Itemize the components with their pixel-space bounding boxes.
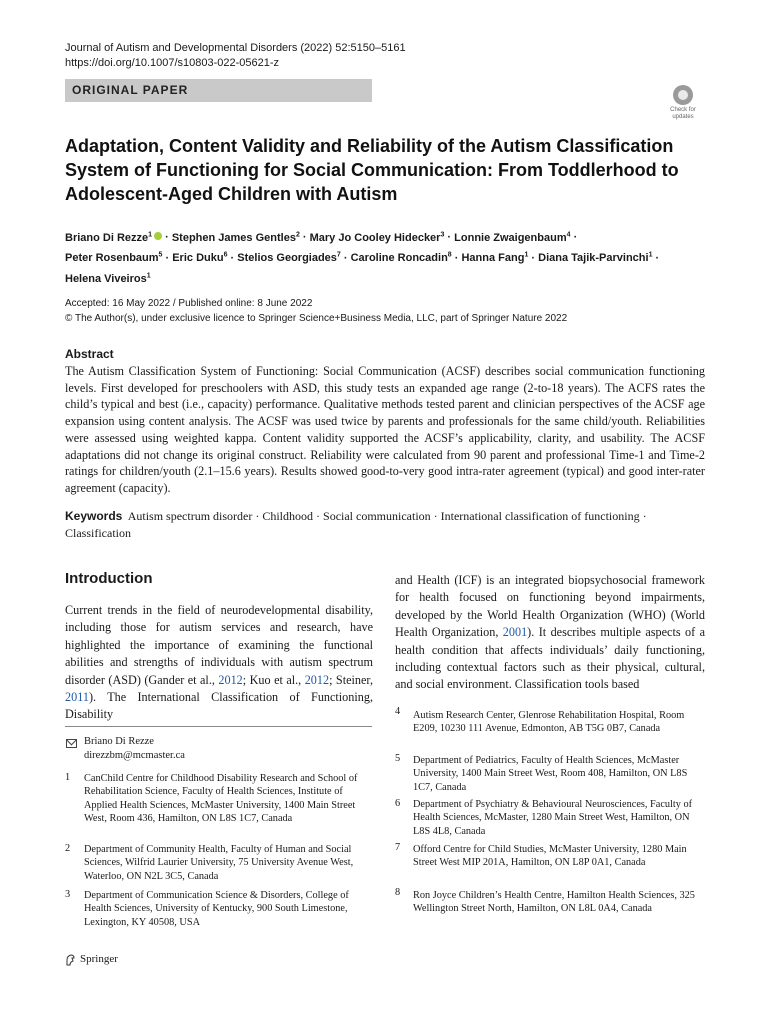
journal-header [65,41,406,71]
affiliation-number: 1 [65,772,71,783]
citation-link[interactable]: 2012 [218,672,243,687]
affiliation-number: 8 [395,887,401,898]
abstract-heading: Abstract [65,347,114,361]
keywords-text: Autism spectrum disorder · Childhood · Social communication · International classification of functioning · Classification [65,509,647,540]
affiliation-text: CanChild Centre for Childhood Disability Research and School of Rehabilitation Science, Faculty of Health Sciences, Institute of Applied Health Sciences, McMaster University, 1400 Main Street West, Room 436, Hamilton, ON L8S 1C7, Canada [84,773,358,824]
author-name[interactable]: Eric Duku$^6$ [172,251,228,265]
doi-link[interactable]: https://doi.org/10.1007/s10803-022-05621-z [65,57,280,69]
author-name[interactable]: Lonnie Zwaigenbaum$^4$ [454,231,571,244]
intro-column-left: Current trends in the field of neurodevelopmental disability, including those for autism services and research, have highlighted the importance of examining the functional abilities and strengths of individuals with autism spectrum disorder (ASD) (Gander et al., 2012; Kuo et al., 2012; Steiner, 2011). The International Classification of Functioning, Disability [65,603,374,722]
intro-column-right: and Health (ICF) is an integrated biopsychosocial framework for health focused on functioning beyond impairments, developed by the World Health Organization (WHO) (World Health Organization, 2001). It describes multiple aspects of a health condition that affects individuals’ daily functioning, including contextual factors such as their physical, cultural, and social environment. Classification tools based [395,573,705,692]
journal-citation: Journal of Autism and Developmental Disorders (2022) 52:5150–5161 [65,42,406,54]
author-name[interactable]: Stephen James Gentles$^2$ [171,231,300,244]
check-for-updates-badge[interactable] [664,85,702,123]
affiliation-text: Autism Research Center, Glenrose Rehabilitation Hospital, Room E209, 10230 111 Avenue, Edmonton, AB T5G 0B7, Canada [413,710,685,735]
affiliation-text: Ron Joyce Children’s Health Centre, Hamilton Health Sciences, 325 Wellington Street North, Hamilton, ON L8L 0A4, Canada [413,890,695,915]
affiliation-number: 5 [395,753,401,764]
affiliation-number: 4 [395,706,401,717]
affiliation-number: 7 [395,842,401,853]
affiliation-text: Department of Communication Science & Disorders, College of Health Sciences, University of Kentucky, 900 South Limestone, Lexington, KY 40508, USA [84,890,349,928]
author-name[interactable]: Caroline Roncadin$^8$ [350,251,452,265]
corresponding-author: Briano Di Rezze [84,736,154,747]
accepted-date: Accepted: 16 May 2022 / Published online: 8 June 2022 [65,298,313,309]
citation-link[interactable]: 2011 [65,690,89,705]
citation-link[interactable]: 2012 [304,672,330,687]
keywords [65,508,705,541]
affiliation-text: Offord Centre for Child Studies, McMaster University, 1280 Main Street West MIP 201A, Hamilton, ON L8P 0A1, Canada [413,844,687,869]
author-name[interactable]: Stelios Georgiades$^7$ [237,251,341,265]
author-list: Briano Di Rezze$^1$ · Stephen James Gentles$^2$ · Mary Jo Cooley Hidecker$^3$ · Lonnie Zwaigenbaum$^4$ · Peter Rosenbaum$^5$ · Eric Duku$^6$ · Stelios Georgiades$^7$ · Caroline Roncadin$^8$ · Hanna Fang$^1$ · Diana Tajik-Parvinchi$^1$ · Helena Viveiros$^1$ [65,231,660,285]
footnote-divider [65,726,372,727]
affiliation-text: Department of Community Health, Faculty of Human and Social Sciences, Wilfrid Laurier University, 75 University Avenue West, Waterloo, ON N2L 3C5, Canada [84,844,354,882]
affiliation-number: 6 [395,798,401,809]
author-name[interactable]: Diana Tajik-Parvinchi$^1$ [538,251,653,265]
keywords-label: Keywords [65,509,123,523]
publisher-name: Springer [80,953,118,965]
author-name[interactable]: Hanna Fang$^1$ [461,251,529,265]
abstract-text: The Autism Classification System of Functioning: Social Communication (ACSF) describes social communication functioning levels. First developed for preschoolers with ASD, this study tests an expanded age range (2-to-18 years). The ACFS rates the child’s typical and best (i.e., capacity) performance. Qualitative methods tested parent and clinician perspectives of the ACSF age expansion using content analysis. The ACSF was used twice by parents and professionals for the same child/youth. Reliabilities were assessed using weighted kappa. Content validity supported the ACSF’s applicability, clarity, and usability. The ACSF adaptations did not change its original construct. Reliability were calculated from 90 parent and professional Time-1 and Time-2 ratings for children/youth (2.1–15.6 years). Results showed good-to-very good intra-rater agreement (typical) and good inter-rater agreement (capacity). [65,364,705,495]
copyright-line: © The Author(s), under exclusive licence to Springer Science+Business Media, LLC, part of Springer Nature 2022 [65,313,568,324]
badge-line-2: updates [672,114,694,120]
author-name[interactable]: Peter Rosenbaum$^5$ [65,251,163,265]
affiliation-number: 2 [65,843,71,854]
author-name[interactable]: Mary Jo Cooley Hidecker$^3$ [309,231,445,244]
affiliation-text: Department of Psychiatry & Behavioural Neurosciences, Faculty of Health Sciences, McMaster, 1280 Main Street West, Hamilton, ON L8S 4L8, Canada [413,799,693,837]
affiliation-number: 3 [65,889,71,900]
article-type-banner [65,79,372,102]
envelope-icon [66,739,77,748]
correspondence [84,735,185,763]
author-name[interactable]: Briano Di Rezze$^1$ [65,231,153,244]
publication-dates [65,296,705,326]
corresponding-email[interactable]: direzzbm@mcmaster.ca [84,750,185,761]
affiliation-text: Department of Pediatrics, Faculty of Health Sciences, McMaster University, 1400 Main Street West, Room 408, Hamilton, ON L8S 1C7, Canada [413,755,688,793]
springer-horse-icon [65,953,76,965]
introduction-heading: Introduction [65,570,153,587]
badge-line-1: Check for [670,107,696,113]
article-type-label: ORIGINAL PAPER [72,83,189,97]
citation-link[interactable]: 2001 [502,625,528,640]
check-updates-icon [673,85,693,105]
paper-title: Adaptation, Content Validity and Reliability of the Autism Classification System of Functioning for Social Communication: From Toddlerhood to Adolescent-Aged Children with Autism [65,136,679,204]
orcid-icon[interactable] [154,232,162,240]
author-name[interactable]: Helena Viveiros$^1$ [65,272,151,285]
